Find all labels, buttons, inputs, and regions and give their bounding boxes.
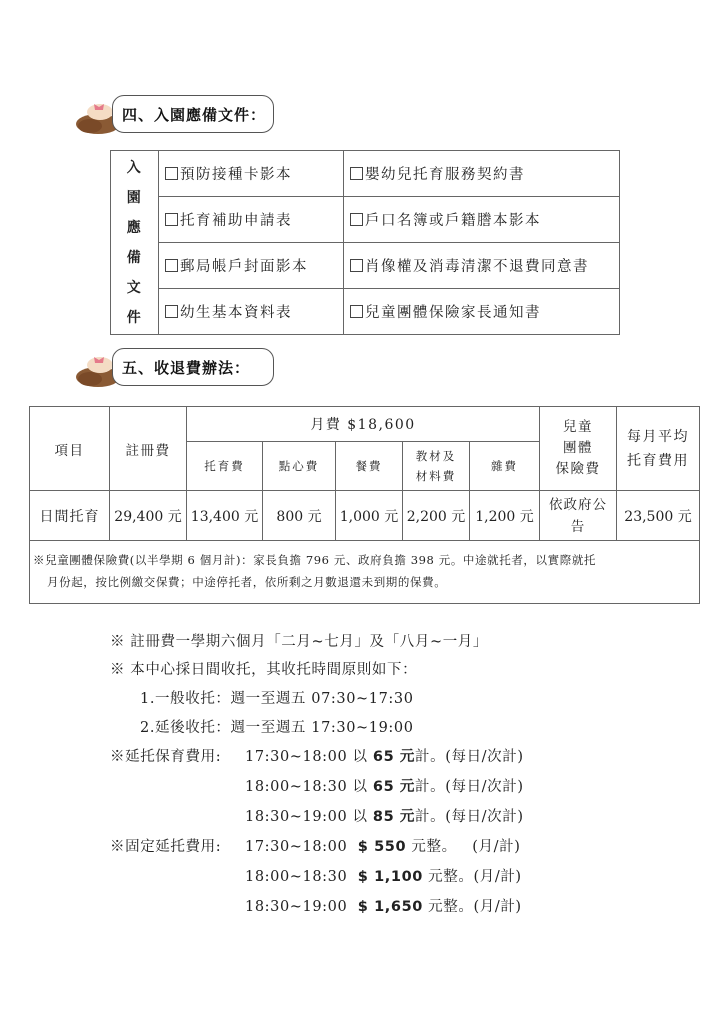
- amount: 65 元: [372, 779, 416, 795]
- header-text: 保險費: [555, 461, 601, 477]
- document-label: 幼生基本資料表: [180, 305, 292, 321]
- note-text: 月份起，按比例繳交保費；中途停托者，依所剩之月數退還未到期的保費。: [47, 575, 447, 589]
- header-text: 托育費用: [627, 452, 690, 469]
- overtime-row: [245, 745, 524, 766]
- document-label: 兒童團體保險家長通知書: [365, 305, 541, 321]
- header-care-fee: 托育費: [187, 442, 263, 491]
- insurance-note: [30, 541, 700, 604]
- table-row: [111, 243, 620, 289]
- header-insurance: [540, 407, 617, 491]
- cell-care: 13,400 元: [187, 491, 263, 541]
- text: 元整。(月/計): [428, 899, 522, 915]
- overtime-label: ※延托保育費用:: [110, 749, 222, 765]
- general-hours: 1.一般收托：週一至週五 07:30~17:30: [140, 691, 414, 707]
- cell-text: 告: [570, 518, 586, 535]
- document-item[interactable]: [159, 197, 344, 243]
- document-item[interactable]: [159, 151, 344, 197]
- header-monthly-fee: 月費 $18,600: [187, 407, 540, 442]
- header-meal-fee: 餐費: [336, 442, 403, 491]
- document-item[interactable]: [159, 243, 344, 289]
- document-item[interactable]: [344, 151, 620, 197]
- document-label: 郵局帳戶封面影本: [180, 259, 308, 275]
- amount: $ 550: [357, 839, 407, 855]
- registration-note: ※ 註冊費一學期六個月「二月~七月」及「八月~一月」: [110, 634, 489, 650]
- checkbox[interactable]: [350, 305, 363, 318]
- time-range: 18:30~19:00: [245, 809, 348, 825]
- document-item[interactable]: [344, 289, 620, 335]
- table-note-row: [30, 541, 700, 604]
- text: 元整。(月/計): [428, 869, 522, 885]
- document-item[interactable]: [344, 243, 620, 289]
- daytime-note: ※ 本中心採日間收托，其收托時間原則如下：: [110, 662, 418, 678]
- table-header-row: [30, 407, 700, 442]
- label-char: 園: [126, 189, 143, 206]
- text: 以: [352, 809, 368, 825]
- header-text: 材料費: [415, 469, 457, 483]
- header-materials-fee: [403, 442, 470, 491]
- label-char: 入: [126, 159, 143, 176]
- fixed-row: [245, 865, 522, 886]
- label-char: 備: [126, 249, 143, 266]
- fixed-row: [245, 895, 522, 916]
- time-range: 17:30~18:00: [245, 749, 348, 765]
- note-text: ※兒童團體保險費(以半學期 6 個月計)：家長負擔 796 元、政府負擔 398 元。中途就托者，以實際就托: [33, 553, 597, 567]
- header-text: 兒童: [563, 419, 594, 435]
- overtime-row: [245, 775, 524, 796]
- cell-insurance: [540, 491, 617, 541]
- section-4-heading: [72, 95, 277, 137]
- amount: $ 1,100: [357, 869, 423, 885]
- header-snack-fee: 點心費: [263, 442, 336, 491]
- text: 計。(每日/次計): [415, 779, 524, 795]
- section-title: 四、入園應備文件：: [122, 106, 267, 124]
- header-text: 團體: [563, 440, 594, 456]
- document-label: 戶口名簿或戶籍謄本影本: [365, 213, 541, 229]
- cell-meal: 1,000 元: [336, 491, 403, 541]
- document-label: 預防接種卡影本: [180, 167, 292, 183]
- fixed-label: ※固定延托費用:: [110, 839, 222, 855]
- document-label: 肖像權及消毒清潔不退費同意書: [365, 259, 589, 275]
- header-average: [617, 407, 700, 491]
- header-registration: 註冊費: [110, 407, 187, 491]
- checkbox[interactable]: [350, 167, 363, 180]
- table-row: [111, 151, 620, 197]
- checkbox[interactable]: [350, 259, 363, 272]
- checkbox[interactable]: [350, 213, 363, 226]
- time-range: 18:30~19:00: [245, 899, 348, 915]
- label-char: 文: [126, 279, 143, 296]
- required-documents-table: [110, 150, 620, 335]
- table-row: [30, 491, 700, 541]
- fees-table: [29, 406, 700, 604]
- amount: $ 1,650: [357, 899, 423, 915]
- documents-label: [111, 151, 159, 335]
- cell-text: 依政府公: [549, 496, 608, 513]
- table-row: [111, 289, 620, 335]
- checkbox[interactable]: [165, 167, 178, 180]
- section-5-heading: [72, 348, 277, 390]
- checkbox[interactable]: [165, 213, 178, 226]
- header-misc-fee: 雜費: [470, 442, 540, 491]
- overtime-row: [245, 805, 524, 826]
- checkbox[interactable]: [165, 259, 178, 272]
- table-row: [111, 197, 620, 243]
- fixed-row: [245, 835, 521, 856]
- document-label: 嬰幼兒托育服務契約書: [365, 167, 525, 183]
- time-range: 18:00~18:30: [245, 779, 348, 795]
- cell-average: 23,500 元: [617, 491, 700, 541]
- document-item[interactable]: [344, 197, 620, 243]
- text: 元整。 (月/計): [411, 839, 521, 855]
- amount: 65 元: [372, 749, 416, 765]
- cell-misc: 1,200 元: [470, 491, 540, 541]
- amount: 85 元: [372, 809, 416, 825]
- label-char: 件: [126, 309, 143, 326]
- text: 以: [352, 779, 368, 795]
- cell-materials: 2,200 元: [403, 491, 470, 541]
- checkbox[interactable]: [165, 305, 178, 318]
- header-item: 項目: [30, 407, 110, 491]
- text: 以: [352, 749, 368, 765]
- header-text: 每月平均: [627, 428, 690, 445]
- label-char: 應: [126, 219, 143, 236]
- document-label: 托育補助申請表: [180, 213, 292, 229]
- text: 計。(每日/次計): [415, 749, 524, 765]
- cell-registration: 29,400 元: [110, 491, 187, 541]
- text: 計。(每日/次計): [415, 809, 524, 825]
- time-range: 17:30~18:00: [245, 839, 348, 855]
- cell-snack: 800 元: [263, 491, 336, 541]
- extended-hours: 2.延後收托：週一至週五 17:30~19:00: [140, 720, 414, 736]
- header-text: 教材及: [415, 449, 457, 463]
- time-range: 18:00~18:30: [245, 869, 348, 885]
- section-title: 五、收退費辦法：: [122, 359, 251, 377]
- cell-item: 日間托育: [30, 491, 110, 541]
- document-item[interactable]: [159, 289, 344, 335]
